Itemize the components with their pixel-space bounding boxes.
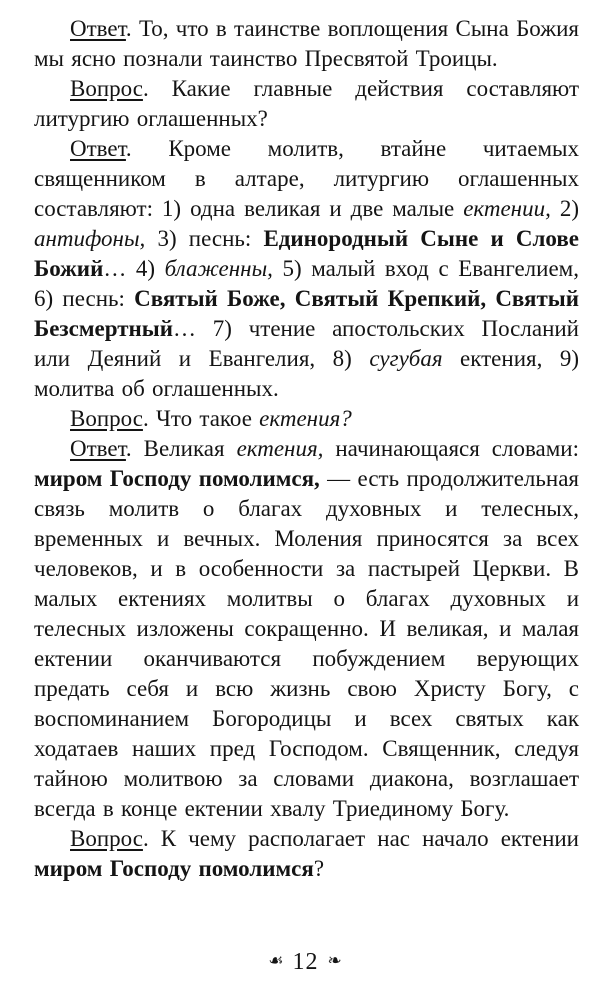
text-segment: — есть продолжительная связь молитв о благах духовных и телесных, временных и вечных. Моления приносятся за всех человеков, и в особенности за пастырей Церкви. В малых ектениях молитвы о благах духовных и телесных изложены сокращенно. И великая, и малая ектении оканчиваются побуждением верующих предать себя и всю жизнь свою Христу Богу, с воспоминанием Богородицы и всех святых как ходатаев наших пред Господом. Священник, следуя тайною молитвою за словами диакона, возглашает всегда в конце ектении хвалу Триединому Богу.	[34, 466, 579, 821]
text-segment: Вопрос	[70, 826, 143, 851]
paragraph-question-2	[34, 404, 579, 434]
text-segment: сугубая	[369, 346, 443, 371]
text-segment: миром Господу помолимся,	[34, 466, 320, 491]
text-segment: . К чему располагает нас начало ектении	[142, 826, 579, 851]
text-segment: ектении,	[463, 196, 551, 221]
floral-ornament-right-icon: ❧	[327, 951, 342, 971]
text-segment: . Кроме молитв, втайне читаемых священником в алтаре, литургию оглашенных составляют: 1) одна великая и две малые	[34, 136, 579, 221]
text-segment: блаженны,	[164, 256, 273, 281]
text-segment: Святый Боже, Святый Крепкий, Святый Безсмертный	[34, 286, 579, 341]
text-segment: Единородный Сыне и Слове Божий	[34, 226, 579, 281]
paragraph-question-3	[34, 824, 579, 884]
text-segment: . Что такое	[142, 406, 260, 431]
paragraph-answer-1	[34, 14, 579, 74]
text-segment: Ответ	[70, 436, 126, 461]
text-segment: 2)	[550, 196, 579, 221]
text-segment: Ответ	[70, 16, 126, 41]
text-segment: антифоны,	[34, 226, 146, 251]
text-segment: … 4)	[103, 256, 165, 281]
text-segment: . Какие главные действия составляют литургию оглашенных?	[34, 76, 579, 131]
text-segment: начинающаяся словами:	[323, 436, 579, 461]
floral-ornament-left-icon: ☙	[268, 951, 284, 971]
text-segment: 5) малый вход с Евангелием, 6) песнь:	[34, 256, 579, 311]
text-segment: ?	[313, 856, 325, 881]
text-segment: Вопрос	[70, 76, 143, 101]
text-segment: … 7) чтение апостольских Посланий или Деяний и Евангелия, 8)	[34, 316, 579, 371]
text-segment: 3) песнь:	[145, 226, 264, 251]
text-segment: Вопрос	[70, 406, 143, 431]
page-number: 12	[292, 949, 319, 975]
paragraph-answer-2	[34, 134, 579, 404]
page-footer	[0, 949, 610, 976]
text-segment: ектения?	[259, 406, 352, 431]
text-segment: ектения,	[236, 436, 324, 461]
text-segment: . Великая	[125, 436, 237, 461]
text-segment: миром Господу помолимся	[34, 856, 314, 881]
text-segment: . То, что в таинстве воплощения Сына Божия мы ясно познали таинство Пресвятой Троицы.	[34, 16, 579, 71]
paragraph-question-1	[34, 74, 579, 134]
paragraph-answer-3	[34, 434, 579, 824]
text-segment: Ответ	[70, 136, 126, 161]
text-segment: ектения, 9) молитва об оглашенных.	[34, 346, 579, 401]
